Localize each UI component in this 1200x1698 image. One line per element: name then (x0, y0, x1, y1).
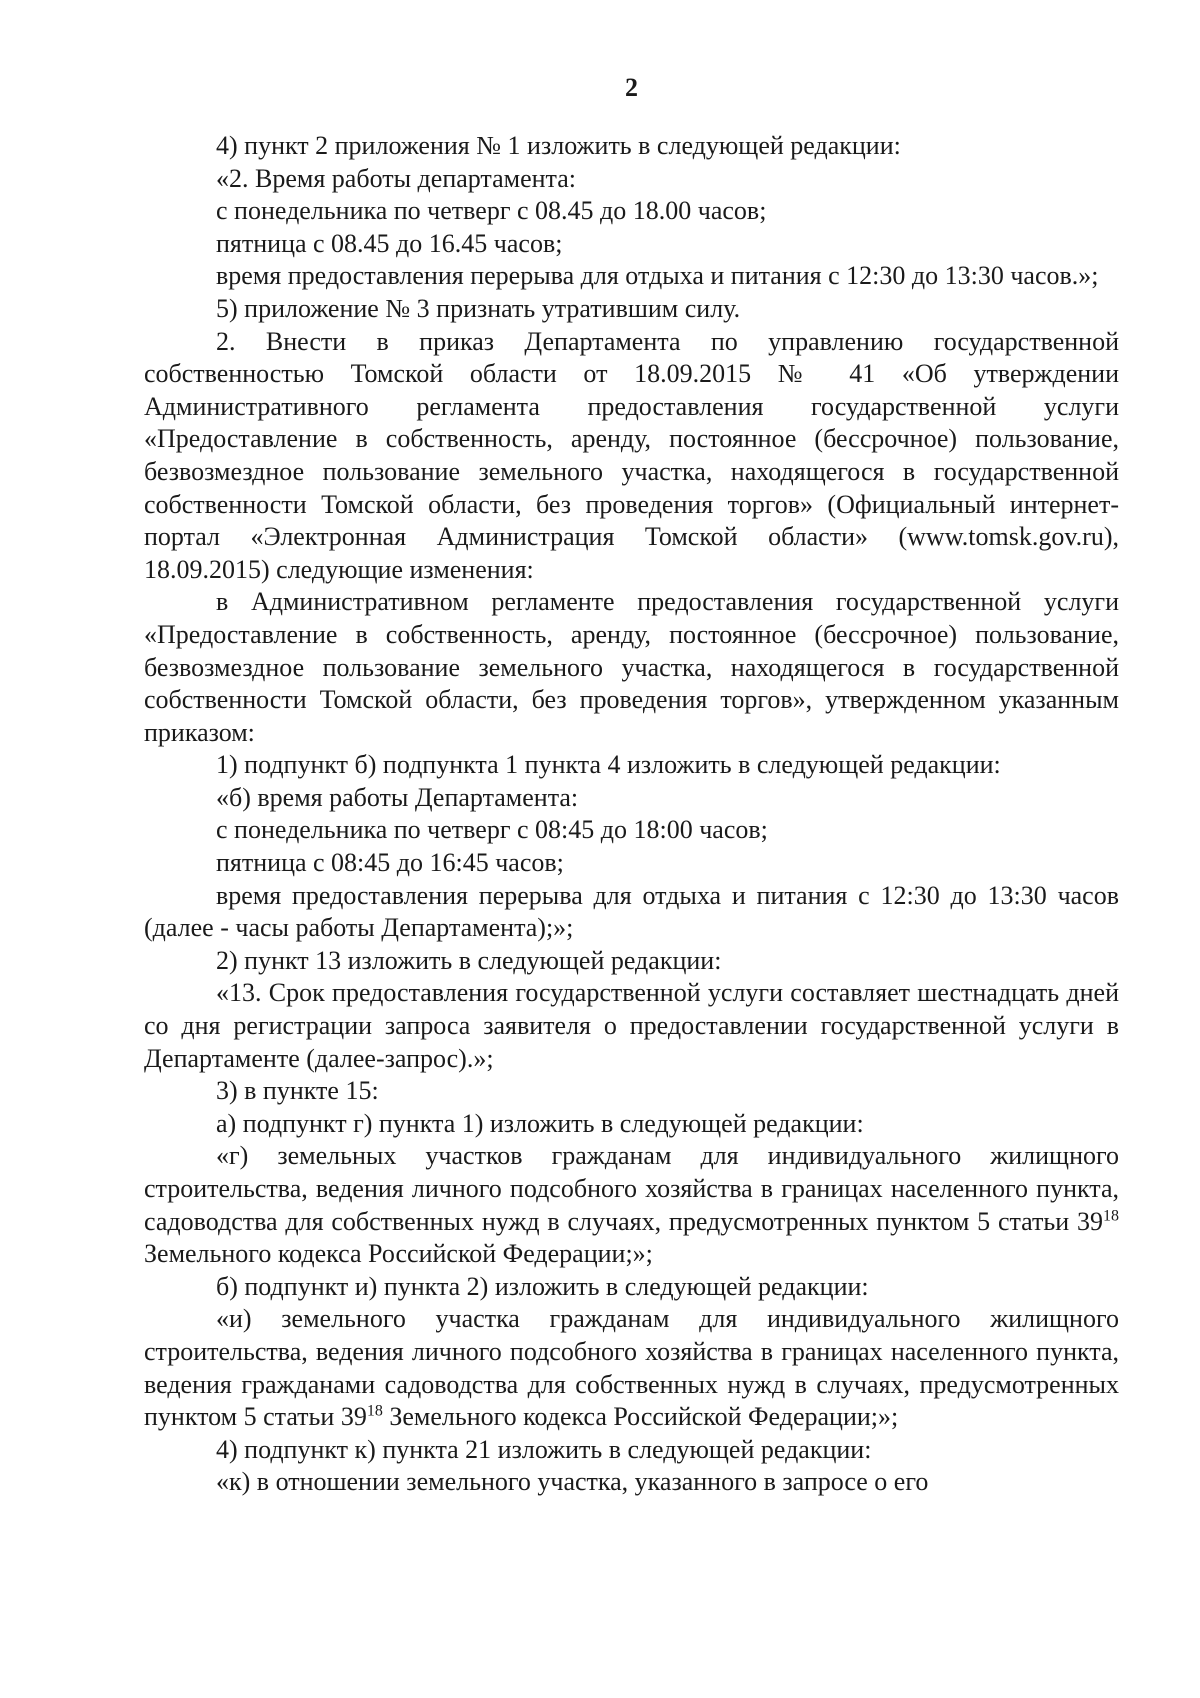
paragraph: а) подпункт г) пункта 1) изложить в следующей редакции: (216, 1108, 864, 1138)
paragraph: 5) приложение № 3 признать утратившим силу. (216, 293, 741, 323)
superscript: 18 (1103, 1206, 1119, 1224)
paragraph: с понедельника по четверг с 08.45 до 18.00 часов; (216, 196, 767, 226)
paragraph-text: Земельного кодекса Российской Федерации;»; (382, 1402, 899, 1432)
paragraph: 2) пункт 13 изложить в следующей редакции: (216, 945, 722, 975)
paragraph-text: Земельного кодекса Российской Федерации;»; (144, 1239, 653, 1269)
paragraph: «б) время работы Департамента: (216, 782, 579, 812)
paragraph: 4) пункт 2 приложения № 1 изложить в следующей редакции: (216, 131, 901, 160)
paragraph-text: «г) земельных участков гражданам для индивидуального жилищного строительства, ведения личного подсобного хозяйства в границах населенного пункта, садоводства для собственных нужд в случаях, предусмотренных пунктом 5 статьи 39 (144, 1141, 1119, 1236)
superscript: 18 (366, 1402, 383, 1420)
paragraph: время предоставления перерыва для отдыха и питания с 12:30 до 13:30 часов.»; (216, 261, 1099, 291)
page-number: 2 (625, 73, 638, 102)
paragraph: 2. Внести в приказ Департамента по управлению государственной собственностью Томской области от 18.09.2015 № 41 «Об утверждении Административного регламента предоставления государственной услуги «Предоставление в собственность, аренду, постоянное (бессрочное) пользование, безвозмездное пользование земельного участка, находящегося в государственной собственности Томской области, без проведения торгов» (Официальный интернет-портал «Электронная Администрация Томской области» (www.tomsk.gov.ru), 18.09.2015) следующие изменения: (144, 326, 1119, 584)
paragraph-with-superscript (144, 1140, 1119, 1270)
paragraph: «13. Срок предоставления государственной услуги составляет шестнадцать дней со дня регистрации запроса заявителя о предоставлении государственной услуги в Департаменте (далее-запрос).»; (144, 978, 1119, 1073)
paragraph-with-superscript (144, 1303, 1119, 1433)
paragraph: «к) в отношении земельного участка, указанного в запросе о его (216, 1467, 929, 1497)
paragraph: «2. Время работы департамента: (216, 163, 577, 193)
paragraph: пятница с 08.45 до 16.45 часов; (216, 228, 563, 258)
paragraph: 3) в пункте 15: (216, 1076, 379, 1106)
paragraph: с понедельника по четверг с 08:45 до 18:00 часов; (216, 815, 768, 845)
paragraph: б) подпункт и) пункта 2) изложить в следующей редакции: (216, 1271, 869, 1301)
paragraph: 4) подпункт к) пункта 21 изложить в следующей редакции: (216, 1434, 872, 1464)
paragraph: 1) подпункт б) подпункта 1 пункта 4 изложить в следующей редакции: (216, 750, 1001, 780)
document-page (144, 0, 1119, 1698)
paragraph-text: «и) земельного участка гражданам для индивидуального жилищного строительства, ведения личного подсобного хозяйства в границах населенного пункта, ведения гражданами садоводства для собственных нужд в случаях, предусмотренных пунктом 5 статьи 39 (144, 1304, 1119, 1432)
paragraph: время предоставления перерыва для отдыха и питания с 12:30 до 13:30 часов (далее - часы работы Департамента);»; (144, 880, 1119, 943)
paragraph: пятница с 08:45 до 16:45 часов; (216, 848, 564, 878)
paragraph: в Административном регламенте предоставления государственной услуги «Предоставление в собственность, аренду, постоянное (бессрочное) пользование, безвозмездное пользование земельного участка, находящегося в государственной собственности Томской области, без проведения торгов», утвержденном указанным приказом: (144, 587, 1119, 747)
document-body (144, 130, 1119, 1499)
